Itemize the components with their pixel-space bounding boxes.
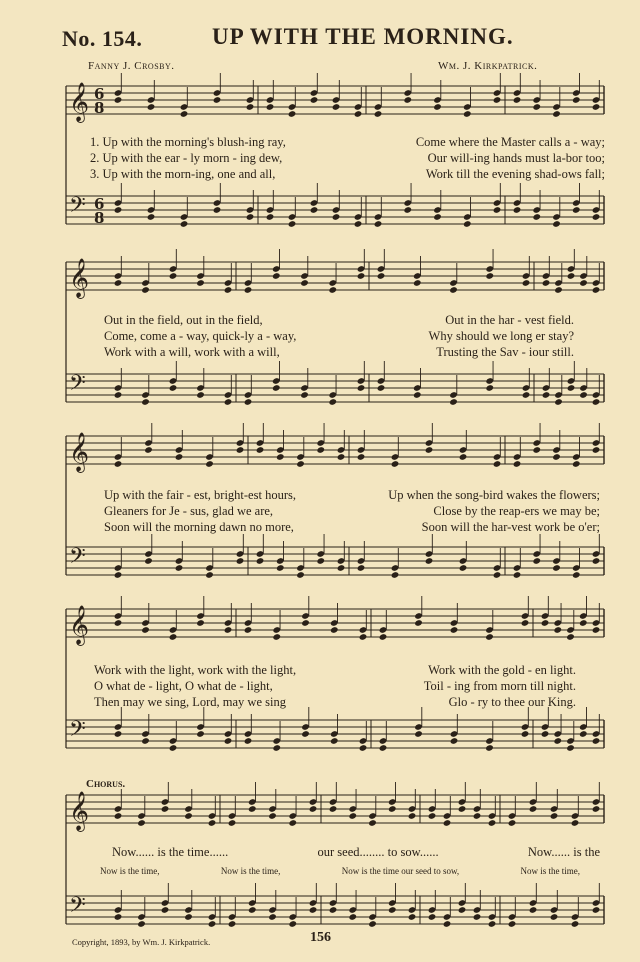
lyrics-system-3 <box>104 487 600 535</box>
notehead <box>428 913 437 921</box>
chorus-lyrics: Now...... is the time...... our seed........ to sow...... Now...... is the <box>112 845 600 859</box>
notehead <box>485 633 494 641</box>
notehead <box>579 619 588 627</box>
notehead <box>388 805 397 813</box>
notehead <box>161 906 170 914</box>
notehead <box>114 913 123 921</box>
bass-clef-icon: 𝄢 <box>69 544 86 574</box>
notehead <box>425 446 434 454</box>
notehead <box>541 730 550 738</box>
notehead <box>592 398 601 406</box>
notehead <box>248 805 257 813</box>
notehead <box>256 446 265 454</box>
notehead <box>459 564 468 572</box>
lyric-line: Come, come a - way, quick-ly a - way, Why should we long er stay? <box>104 329 574 343</box>
notehead <box>449 286 458 294</box>
notehead <box>592 906 601 914</box>
notehead <box>268 913 277 921</box>
notehead <box>272 744 281 752</box>
notehead <box>288 110 297 118</box>
notehead <box>408 812 417 820</box>
notehead <box>567 272 576 280</box>
time-signature-numerator: 6 <box>94 195 105 213</box>
notehead <box>379 744 388 752</box>
notehead <box>246 213 255 221</box>
notehead <box>141 398 150 406</box>
notehead <box>592 103 601 111</box>
notehead <box>572 571 581 579</box>
notehead <box>330 737 339 745</box>
lyrics-system-2 <box>104 312 574 360</box>
notehead <box>391 460 400 468</box>
bass-clef-icon: 𝄢 <box>69 371 86 401</box>
notehead <box>246 103 255 111</box>
notehead <box>552 110 561 118</box>
notehead <box>513 206 522 214</box>
notehead <box>463 110 472 118</box>
notehead <box>296 571 305 579</box>
notehead <box>196 619 205 627</box>
notehead <box>529 805 538 813</box>
notehead <box>413 391 422 399</box>
notehead <box>522 391 531 399</box>
notehead <box>493 571 502 579</box>
notehead <box>348 812 357 820</box>
notehead <box>357 453 366 461</box>
lyric-line: Gleaners for Je - sus, glad we are, Close by the reap-ers we may be; <box>104 504 600 518</box>
notehead <box>532 213 541 221</box>
notehead <box>388 906 397 914</box>
hymn-number: No. 154. <box>62 26 143 51</box>
notehead <box>114 571 123 579</box>
notehead <box>571 920 580 928</box>
notehead <box>196 730 205 738</box>
notehead <box>296 460 305 468</box>
notehead <box>433 213 442 221</box>
notehead <box>288 819 297 827</box>
notehead <box>114 96 123 104</box>
lyric-line: O what de - light, O what de - light, Toil - ing from morn till night. <box>94 679 576 693</box>
notehead <box>542 279 551 287</box>
notehead <box>213 206 222 214</box>
notehead <box>359 744 368 752</box>
notehead <box>228 920 237 928</box>
notehead <box>485 744 494 752</box>
notehead <box>310 206 319 214</box>
notehead <box>169 384 178 392</box>
notehead <box>169 744 178 752</box>
notehead <box>508 819 517 827</box>
notehead <box>571 819 580 827</box>
notehead <box>572 96 581 104</box>
notehead <box>141 737 150 745</box>
notehead <box>592 805 601 813</box>
notehead <box>493 206 502 214</box>
notehead <box>332 213 341 221</box>
notehead <box>161 805 170 813</box>
notehead <box>114 460 123 468</box>
notehead <box>169 633 178 641</box>
treble-clef-icon: 𝄞 <box>69 82 90 122</box>
notehead <box>529 906 538 914</box>
notehead <box>473 913 482 921</box>
lyric-line: Then may we sing, Lord, may we sing Glo - ry to thee our King. <box>94 695 576 709</box>
notehead <box>485 272 494 280</box>
notehead <box>508 920 517 928</box>
notehead <box>244 737 253 745</box>
notehead <box>368 819 377 827</box>
notehead <box>244 626 253 634</box>
notehead <box>425 557 434 565</box>
notehead <box>458 906 467 914</box>
notehead <box>428 812 437 820</box>
notehead <box>328 286 337 294</box>
bass-clef-icon: 𝄢 <box>69 893 86 923</box>
notehead <box>266 103 275 111</box>
notehead <box>224 398 233 406</box>
notehead <box>114 730 123 738</box>
notehead <box>256 557 265 565</box>
notehead <box>379 633 388 641</box>
lyric-line: Soon will the morning dawn no more, Soon will the har-vest work be o'er; <box>104 520 600 534</box>
notehead <box>377 272 386 280</box>
lyric-line: 3. Up with the morn-ing, one and all, Work till the evening shad-ows fall; <box>90 167 605 181</box>
notehead <box>309 805 318 813</box>
time-signature-numerator: 6 <box>94 85 105 103</box>
bass-clef-icon: 𝄢 <box>69 717 86 747</box>
notehead <box>541 619 550 627</box>
page-number: 156 <box>310 930 331 945</box>
treble-clef-icon: 𝄞 <box>69 432 90 472</box>
notehead <box>236 446 245 454</box>
notehead <box>236 557 245 565</box>
lyrics-system-4 <box>94 662 576 710</box>
notehead <box>572 206 581 214</box>
notehead <box>374 220 383 228</box>
notehead <box>175 453 184 461</box>
notehead <box>554 286 563 294</box>
notehead <box>377 384 386 392</box>
notehead <box>473 812 482 820</box>
lyric-line: Out in the field, out in the field, Out in the har - vest field. <box>104 313 574 327</box>
notehead <box>592 557 601 565</box>
notehead <box>566 633 575 641</box>
notehead <box>521 619 530 627</box>
notehead <box>493 96 502 104</box>
notehead <box>114 619 123 627</box>
notehead <box>144 446 153 454</box>
notehead <box>248 906 257 914</box>
notehead <box>288 920 297 928</box>
notehead <box>228 819 237 827</box>
notehead <box>513 460 522 468</box>
notehead <box>332 103 341 111</box>
notehead <box>459 453 468 461</box>
notehead <box>552 453 561 461</box>
composer-credit: Wm. J. Kirkpatrick. <box>438 60 538 72</box>
notehead <box>458 805 467 813</box>
notehead <box>592 626 601 634</box>
lyricist-credit: Fanny J. Crosby. <box>88 60 175 72</box>
notehead <box>329 906 338 914</box>
notehead <box>316 557 325 565</box>
notehead <box>288 220 297 228</box>
notehead <box>554 398 563 406</box>
lyric-line: 2. Up with the ear - ly morn - ing dew, Our will-ing hands must la-bor too; <box>90 151 605 165</box>
notehead <box>208 920 217 928</box>
notehead <box>310 96 319 104</box>
treble-clef-icon: 𝄞 <box>69 791 90 831</box>
notehead <box>276 453 285 461</box>
notehead <box>354 110 363 118</box>
notehead <box>272 633 281 641</box>
notehead <box>572 460 581 468</box>
notehead <box>374 110 383 118</box>
lyric-line: Up with the fair - est, bright-est hours, Up when the song-bird wakes the flowers; <box>104 488 600 502</box>
notehead <box>592 213 601 221</box>
notehead <box>244 286 253 294</box>
notehead <box>357 384 366 392</box>
notehead <box>137 819 146 827</box>
notehead <box>449 398 458 406</box>
notehead <box>268 812 277 820</box>
notehead <box>403 96 412 104</box>
notehead <box>147 213 156 221</box>
notehead <box>443 819 452 827</box>
notehead <box>357 564 366 572</box>
notehead <box>513 571 522 579</box>
notehead <box>330 626 339 634</box>
notehead <box>450 737 459 745</box>
notehead <box>205 460 214 468</box>
notehead <box>408 913 417 921</box>
notehead <box>592 286 601 294</box>
notehead <box>114 279 123 287</box>
notehead <box>391 571 400 579</box>
notehead <box>532 446 541 454</box>
notehead <box>553 737 562 745</box>
time-signature-denominator: 8 <box>94 209 105 227</box>
notehead <box>359 633 368 641</box>
notehead <box>592 737 601 745</box>
treble-clef-icon: 𝄞 <box>69 605 90 645</box>
notehead <box>413 279 422 287</box>
notehead <box>205 571 214 579</box>
notehead <box>414 619 423 627</box>
notehead <box>450 626 459 634</box>
notehead <box>180 110 189 118</box>
lyric-line: 1. Up with the morning's blush-ing ray, Come where the Master calls a - way; <box>90 135 605 149</box>
notehead <box>485 384 494 392</box>
notehead <box>114 812 123 820</box>
chorus-bass-lyrics: Now is the time, Now is the time, Now is the time our seed to sow, Now is the time, <box>100 866 580 876</box>
notehead <box>553 626 562 634</box>
notehead <box>272 272 281 280</box>
notehead <box>316 446 325 454</box>
notehead <box>141 626 150 634</box>
notehead <box>224 626 233 634</box>
notehead <box>579 391 588 399</box>
notehead <box>357 272 366 280</box>
notehead <box>488 920 497 928</box>
notehead <box>184 812 193 820</box>
notehead <box>144 557 153 565</box>
notehead <box>301 730 310 738</box>
notehead <box>147 103 156 111</box>
copyright-notice: Copyright, 1893, by Wm. J. Kirkpatrick. <box>72 937 211 947</box>
notehead <box>566 744 575 752</box>
notehead <box>368 920 377 928</box>
notehead <box>309 906 318 914</box>
notehead <box>175 564 184 572</box>
notehead <box>276 564 285 572</box>
notehead <box>141 286 150 294</box>
notehead <box>224 737 233 745</box>
notehead <box>433 103 442 111</box>
notehead <box>180 220 189 228</box>
notehead <box>114 391 123 399</box>
notehead <box>550 913 559 921</box>
notehead <box>300 391 309 399</box>
notehead <box>488 819 497 827</box>
notehead <box>550 812 559 820</box>
notehead <box>592 446 601 454</box>
notehead <box>272 384 281 392</box>
chorus-label: Chorus. <box>86 778 126 790</box>
notehead <box>493 460 502 468</box>
notehead <box>403 206 412 214</box>
notehead <box>348 913 357 921</box>
bass-clef-icon: 𝄢 <box>69 193 86 223</box>
notehead <box>244 398 253 406</box>
notehead <box>208 819 217 827</box>
notehead <box>301 619 310 627</box>
hymn-title: UP WITH THE MORNING. <box>212 24 514 49</box>
notehead <box>266 213 275 221</box>
notehead <box>196 391 205 399</box>
notehead <box>337 564 346 572</box>
notehead <box>552 220 561 228</box>
notehead <box>300 279 309 287</box>
notehead <box>169 272 178 280</box>
notehead <box>354 220 363 228</box>
notehead <box>443 920 452 928</box>
notehead <box>224 286 233 294</box>
notehead <box>552 564 561 572</box>
notehead <box>329 805 338 813</box>
notehead <box>337 453 346 461</box>
lyric-line: Work with a will, work with a will, Trusting the Sav - iour still. <box>104 345 574 359</box>
notehead <box>328 398 337 406</box>
notehead <box>196 279 205 287</box>
notehead <box>521 730 530 738</box>
treble-clef-icon: 𝄞 <box>69 258 90 298</box>
notehead <box>414 730 423 738</box>
notehead <box>137 920 146 928</box>
notehead <box>184 913 193 921</box>
notehead <box>579 730 588 738</box>
notehead <box>213 96 222 104</box>
notehead <box>114 206 123 214</box>
notehead <box>513 96 522 104</box>
notehead <box>532 103 541 111</box>
notehead <box>463 220 472 228</box>
notehead <box>542 391 551 399</box>
notehead <box>567 384 576 392</box>
notehead <box>522 279 531 287</box>
lyric-line: Work with the light, work with the light, Work with the gold - en light. <box>94 663 576 677</box>
notehead <box>532 557 541 565</box>
lyrics-system-1 <box>90 134 605 182</box>
time-signature-denominator: 8 <box>94 99 105 117</box>
notehead <box>579 279 588 287</box>
